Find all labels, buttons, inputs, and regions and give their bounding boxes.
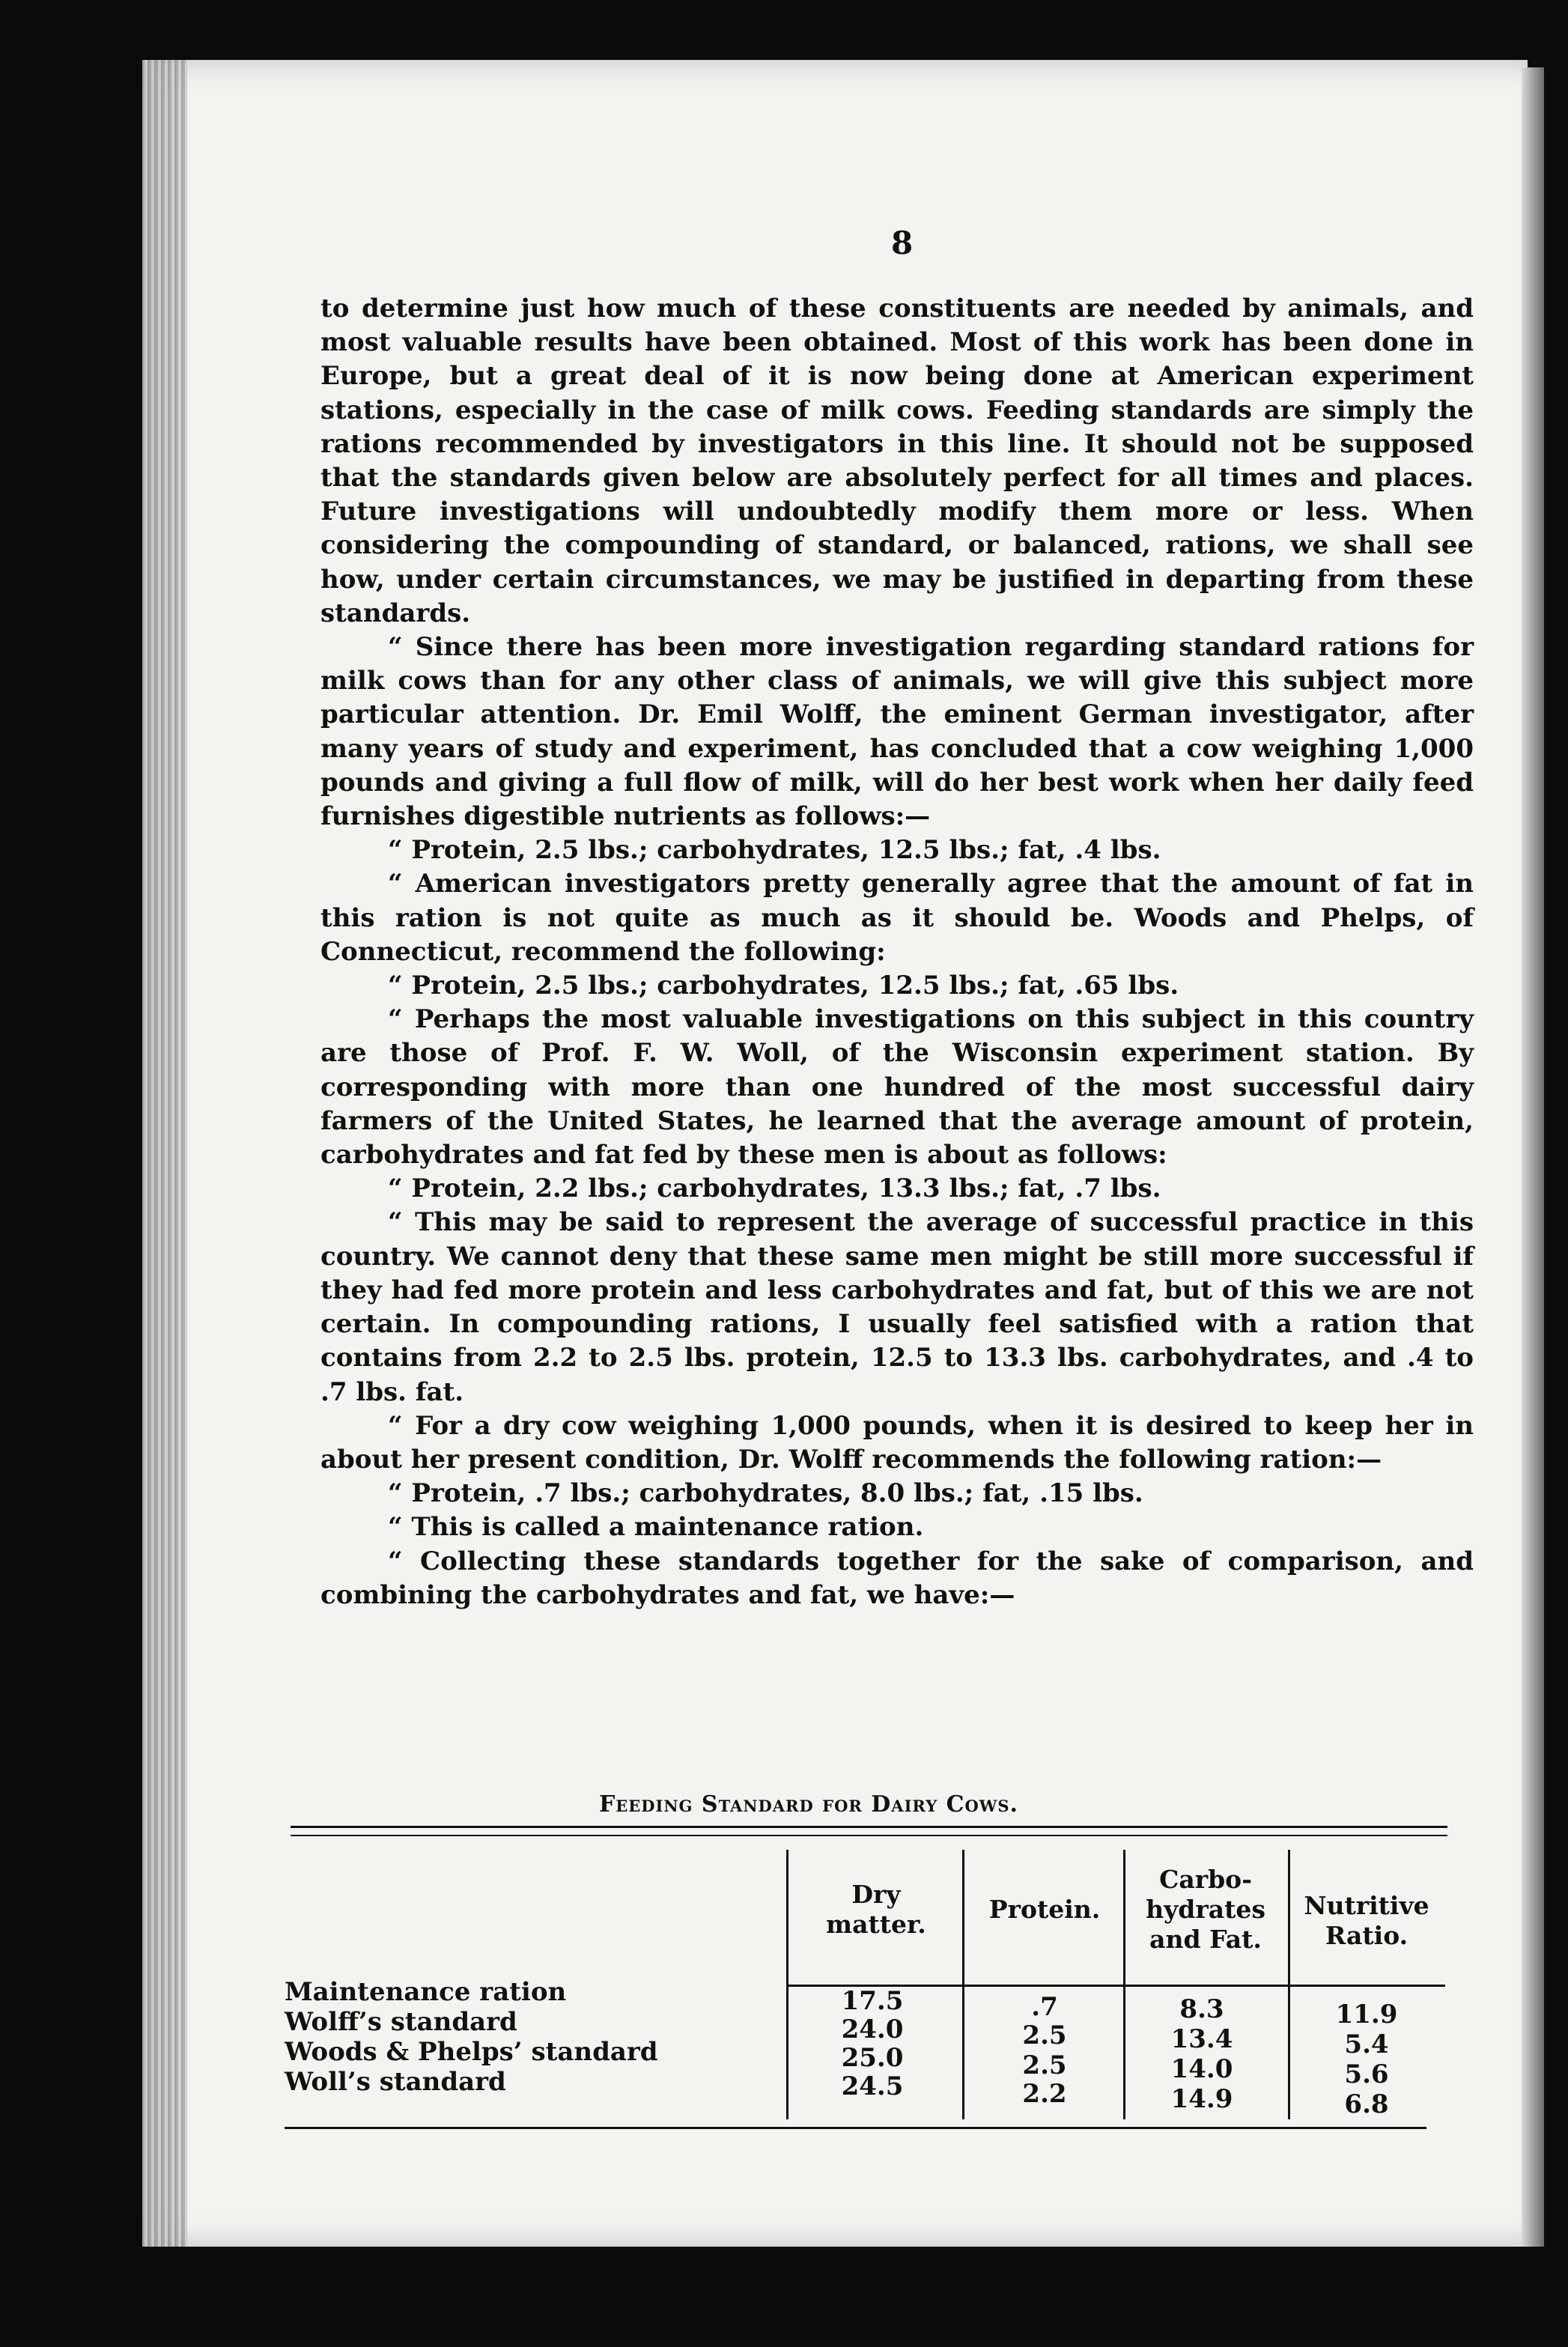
cell-nutritive-ratio: 11.9 [1335,2000,1398,2029]
cell-protein: 2.5 [1022,2020,1067,2050]
column-divider [786,1850,788,2119]
paragraph: “ For a dry cow weighing 1,000 pounds, when it is desired to keep her in about her present condition, Dr. Wolff recommends the following ration:— [320,1410,1474,1475]
table-top-rule-2 [291,1835,1447,1836]
page-edge [1522,67,1544,2247]
table-top-rule [291,1826,1447,1828]
cell-dry-matter: 24.0 [841,2014,904,2044]
column-divider [1123,1850,1125,2119]
paragraph: “ Protein, .7 lbs.; carbohydrates, 8.0 lbs.; fat, .15 lbs. [388,1478,1143,1509]
cell-nutritive-ratio: 5.6 [1344,2059,1389,2089]
table-caption: Feeding Standard for Dairy Cows. [599,1791,1018,1818]
cell-carbohydrates-fat: 13.4 [1170,2024,1233,2054]
cell-dry-matter: 24.5 [841,2071,904,2101]
row-label-woll: Woll’s standard [285,2067,506,2097]
page-number: 8 [891,225,914,261]
table-bottom-rule [285,2127,1426,2129]
paragraph: “ This is called a maintenance ration. [388,1512,924,1543]
header-nutritive-ratio: Nutritive Ratio. [1304,1891,1429,1950]
paragraph: “ Protein, 2.2 lbs.; carbohydrates, 13.3 lbs.; fat, .7 lbs. [388,1174,1161,1204]
cell-protein: 2.5 [1022,2050,1067,2080]
header-carbohydrates-fat: Carbo-hydrates and Fat. [1146,1865,1265,1954]
paragraph: “ Protein, 2.5 lbs.; carbohydrates, 12.5 lbs.; fat, .4 lbs. [388,835,1161,866]
cell-carbohydrates-fat: 14.0 [1170,2054,1233,2084]
header-protein: Protein. [988,1895,1101,1924]
body-text [320,292,1474,1612]
cell-dry-matter: 25.0 [841,2043,904,2073]
paragraph: “ American investigators pretty generally agree that the amount of fat in this ration is not quite as much as it should be. Woods and Phelps, of Connecticut, recommend the following: [320,869,1474,967]
paragraph: “ This may be said to represent the average of successful practice in this country. We cannot deny that these same men might be still more successful if they had fed more protein and less carbohydrates and fat, but of this we are not certain. In compounding rations, I usually feel satisfied with a ration that contains from 2.2 to 2.5 lbs. protein, 12.5 to 13.3 lbs. carbohydrates, and .4 to .7 lbs. fat. [320,1207,1474,1407]
cell-protein: .7 [1031,1992,1058,2022]
column-divider [962,1850,964,2119]
header-dry-matter: Dry matter. [826,1880,926,1939]
cell-carbohydrates-fat: 14.9 [1170,2084,1233,2114]
cell-protein: 2.2 [1022,2079,1067,2109]
paragraph: “ Protein, 2.5 lbs.; carbohydrates, 12.5 lbs.; fat, .65 lbs. [388,971,1179,1001]
row-label-maintenance: Maintenance ration [285,1977,567,2007]
cell-nutritive-ratio: 6.8 [1344,2089,1389,2119]
cell-nutritive-ratio: 5.4 [1344,2029,1389,2059]
row-label-woods-phelps: Woods & Phelps’ standard [285,2037,658,2067]
paragraph: “ Collecting these standards together for the sake of comparison, and combining the carbohydrates and fat, we have:— [320,1546,1474,1610]
book-spine [142,60,187,2247]
paragraph: “ Since there has been more investigation regarding standard rations for milk cows than for any other class of animals, we will give this subject more particular attention. Dr. Emil Wolff, the eminent German investigator, after many years of study and experiment, has concluded that a cow weighing 1,000 pounds and giving a full flow of milk, will do her best work when her daily feed furnishes digestible nutrients as follows:— [320,632,1474,832]
paragraph: “ Perhaps the most valuable investigations on this subject in this country are those of Prof. F. W. Woll, of the Wisconsin experiment station. By corresponding with more than one hundred of the most successful dairy farmers of the United States, he learned that the average amount of protein, carbohydrates and fat fed by these men is about as follows: [320,1004,1474,1171]
paragraph: to determine just how much of these constituents are needed by animals, and most valuable results have been obtained. Most of this work has been done in Europe, but a great deal of it is now being done at American experiment stations, especially in the case of milk cows. Feeding standards are simply the rations recommended by investigators in this line. It should not be supposed that the standards given below are absolutely perfect for all times and places. Future investigations will undoubtedly modify them more or less. When considering the compounding of standard, or balanced, rations, we shall see how, under certain circumstances, we may be justified in departing from these standards. [320,294,1474,628]
column-divider [1288,1850,1290,2119]
cell-dry-matter: 17.5 [841,1986,904,2016]
row-label-wolff: Wolff’s standard [285,2007,517,2037]
cell-carbohydrates-fat: 8.3 [1179,1994,1224,2024]
